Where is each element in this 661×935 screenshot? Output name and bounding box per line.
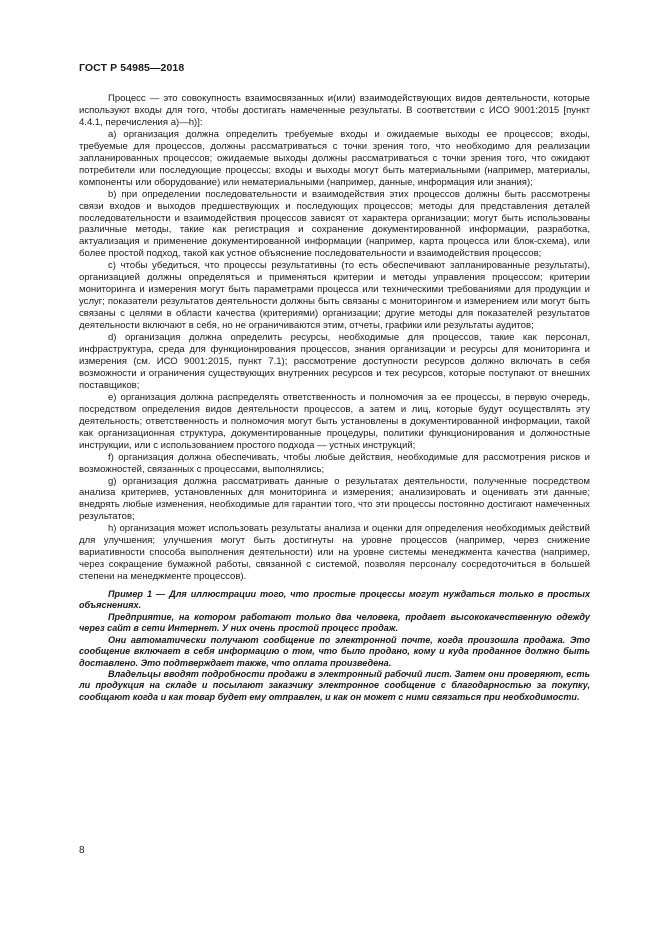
list-item-h: h) организация может использовать результаты анализа и оценки для определения необходимых действий для улучшения; улучшения могут быть достигнуты на уровне процессов (например, через снижение вариативности способа выполнения деятельности) или на уровне системы менеджмента качества (например, через сокращение бумажной работы, связанной с системой, позволяя персоналу сосредоточиться в большей степени на менеджменте процессов).	[79, 523, 590, 583]
example-paragraph: Они автоматически получают сообщение по электронной почте, когда произошла продажа. Это сообщение включает в себя информацию о том, что было продано, кому и куда проданное должно быть доставлено. Это подтверждает также, что оплата произведена.	[79, 634, 590, 668]
example-title: Пример 1 — Для иллюстрации того, что простые процессы могут нуждаться только в простых объяснениях.	[79, 589, 590, 611]
page-number: 8	[79, 845, 85, 856]
intro-paragraph: Процесс — это совокупность взаимосвязанных и(или) взаимодействующих видов деятельности, которые используют входы для того, чтобы достигать намеченные результаты. В соответствии с ИСО 9001:2015 [пункт 4.4.1, перечисления a)—h)]:	[79, 93, 590, 128]
list-item-d: d) организация должна определить ресурсы, необходимые для процессов, такие как персонал, инфраструктура, среда для функционирования процессов, знания организации и ресурсы для мониторинга и измерения (см. ИСО 9001:2015, пункт 7.1); рассмотрение доступности ресурсов должно включать в себя возможности и ограничения существующих внутренних ресурсов и тех ресурсов, которые поступают от внешних поставщиков;	[79, 332, 590, 391]
list-item-c: c) чтобы убедиться, что процессы результативны (то есть обеспечивают запланированные результаты), организацией должны определяться и применяться критерии и методы управления процессом; критерии мониторинга и измерения могут быть параметрами процесса или техническими требованиями для продукции и услуг; показатели результатов деятельности должны быть связаны с мониторингом и измерением или могут быть связаны с целями в области качества (критериями) организации; другие методы для показателей результатов деятельности включают в себя, но не ограничиваются этим, отчеты, графики или результаты аудитов;	[79, 260, 590, 332]
list-item-b: b) при определении последовательности и взаимодействия этих процессов должны быть рассмотрены связи входов и выходов предшествующих и последующих процессов; методы для представления деталей последовательности и взаимодействия процессов зависят от характера организации; могут быть использованы различные методы, такие как регистрация и сохранение документированной информации, разработка, актуализация и применение документированной информации (например, карта процесса или блок-схема), или более простой подход, такой как устное объяснение последовательности и взаимодействия процессов;	[79, 188, 590, 260]
list-item-e: e) организация должна распределять ответственность и полномочия за ее процессы, в первую очередь, посредством определения видов деятельности процессов, а затем и лиц, которые будут осуществлять эту деятельность; ответственность и полномочия могут быть установлены в документированной информации, такой как организационная структура, документированные процедуры, политики функционирования и должностные инструкции, или с использованием простого подхода — устных инструкций;	[79, 391, 590, 451]
list-item-a: a) организация должна определить требуемые входы и ожидаемые выходы ее процессов; входы, требуемые для процессов, должны рассматриваться с точки зрения того, что необходимо для реализации запланированных процессов; ожидаемые выходы должны рассматриваться с точки зрения того, что ожидают потребители или последующие процессы; входы и выходы могут быть материальными (например, материалы, компоненты или оборудование) или нематериальными (например, данные, информация или знания);	[79, 128, 590, 188]
example-block	[79, 589, 590, 703]
example-paragraph: Предприятие, на котором работают только два человека, продает высококачественную одежду через сайт в сети Интернет. У них очень простой процесс продаж.	[79, 611, 590, 634]
list-item-f: f) организация должна обеспечивать, чтобы любые действия, необходимые для рассмотрения рисков и возможностей, связанных с процессами, выполнялись;	[79, 451, 590, 475]
example-paragraph: Владельцы вводят подробности продажи в электронный рабочий лист. Затем они проверяют, есть ли продукция на складе и посылают заказчику электронное сообщение с благодарностью за покупку, сообщают когда и как товар будет ему отправлен, и как он может с ними связаться при необходимости.	[79, 668, 590, 702]
standard-code-header: ГОСТ Р 54985—2018	[79, 62, 185, 74]
document-body	[79, 93, 590, 703]
list-item-g: g) организация должна рассматривать данные о результатах деятельности, полученные посредством анализа критериев, установленных для мониторинга и измерения; анализировать и оценивать эти данные; внедрять любые изменения, необходимые для гарантии того, что эти процессы постоянно достигают намеченных результатов;	[79, 475, 590, 523]
